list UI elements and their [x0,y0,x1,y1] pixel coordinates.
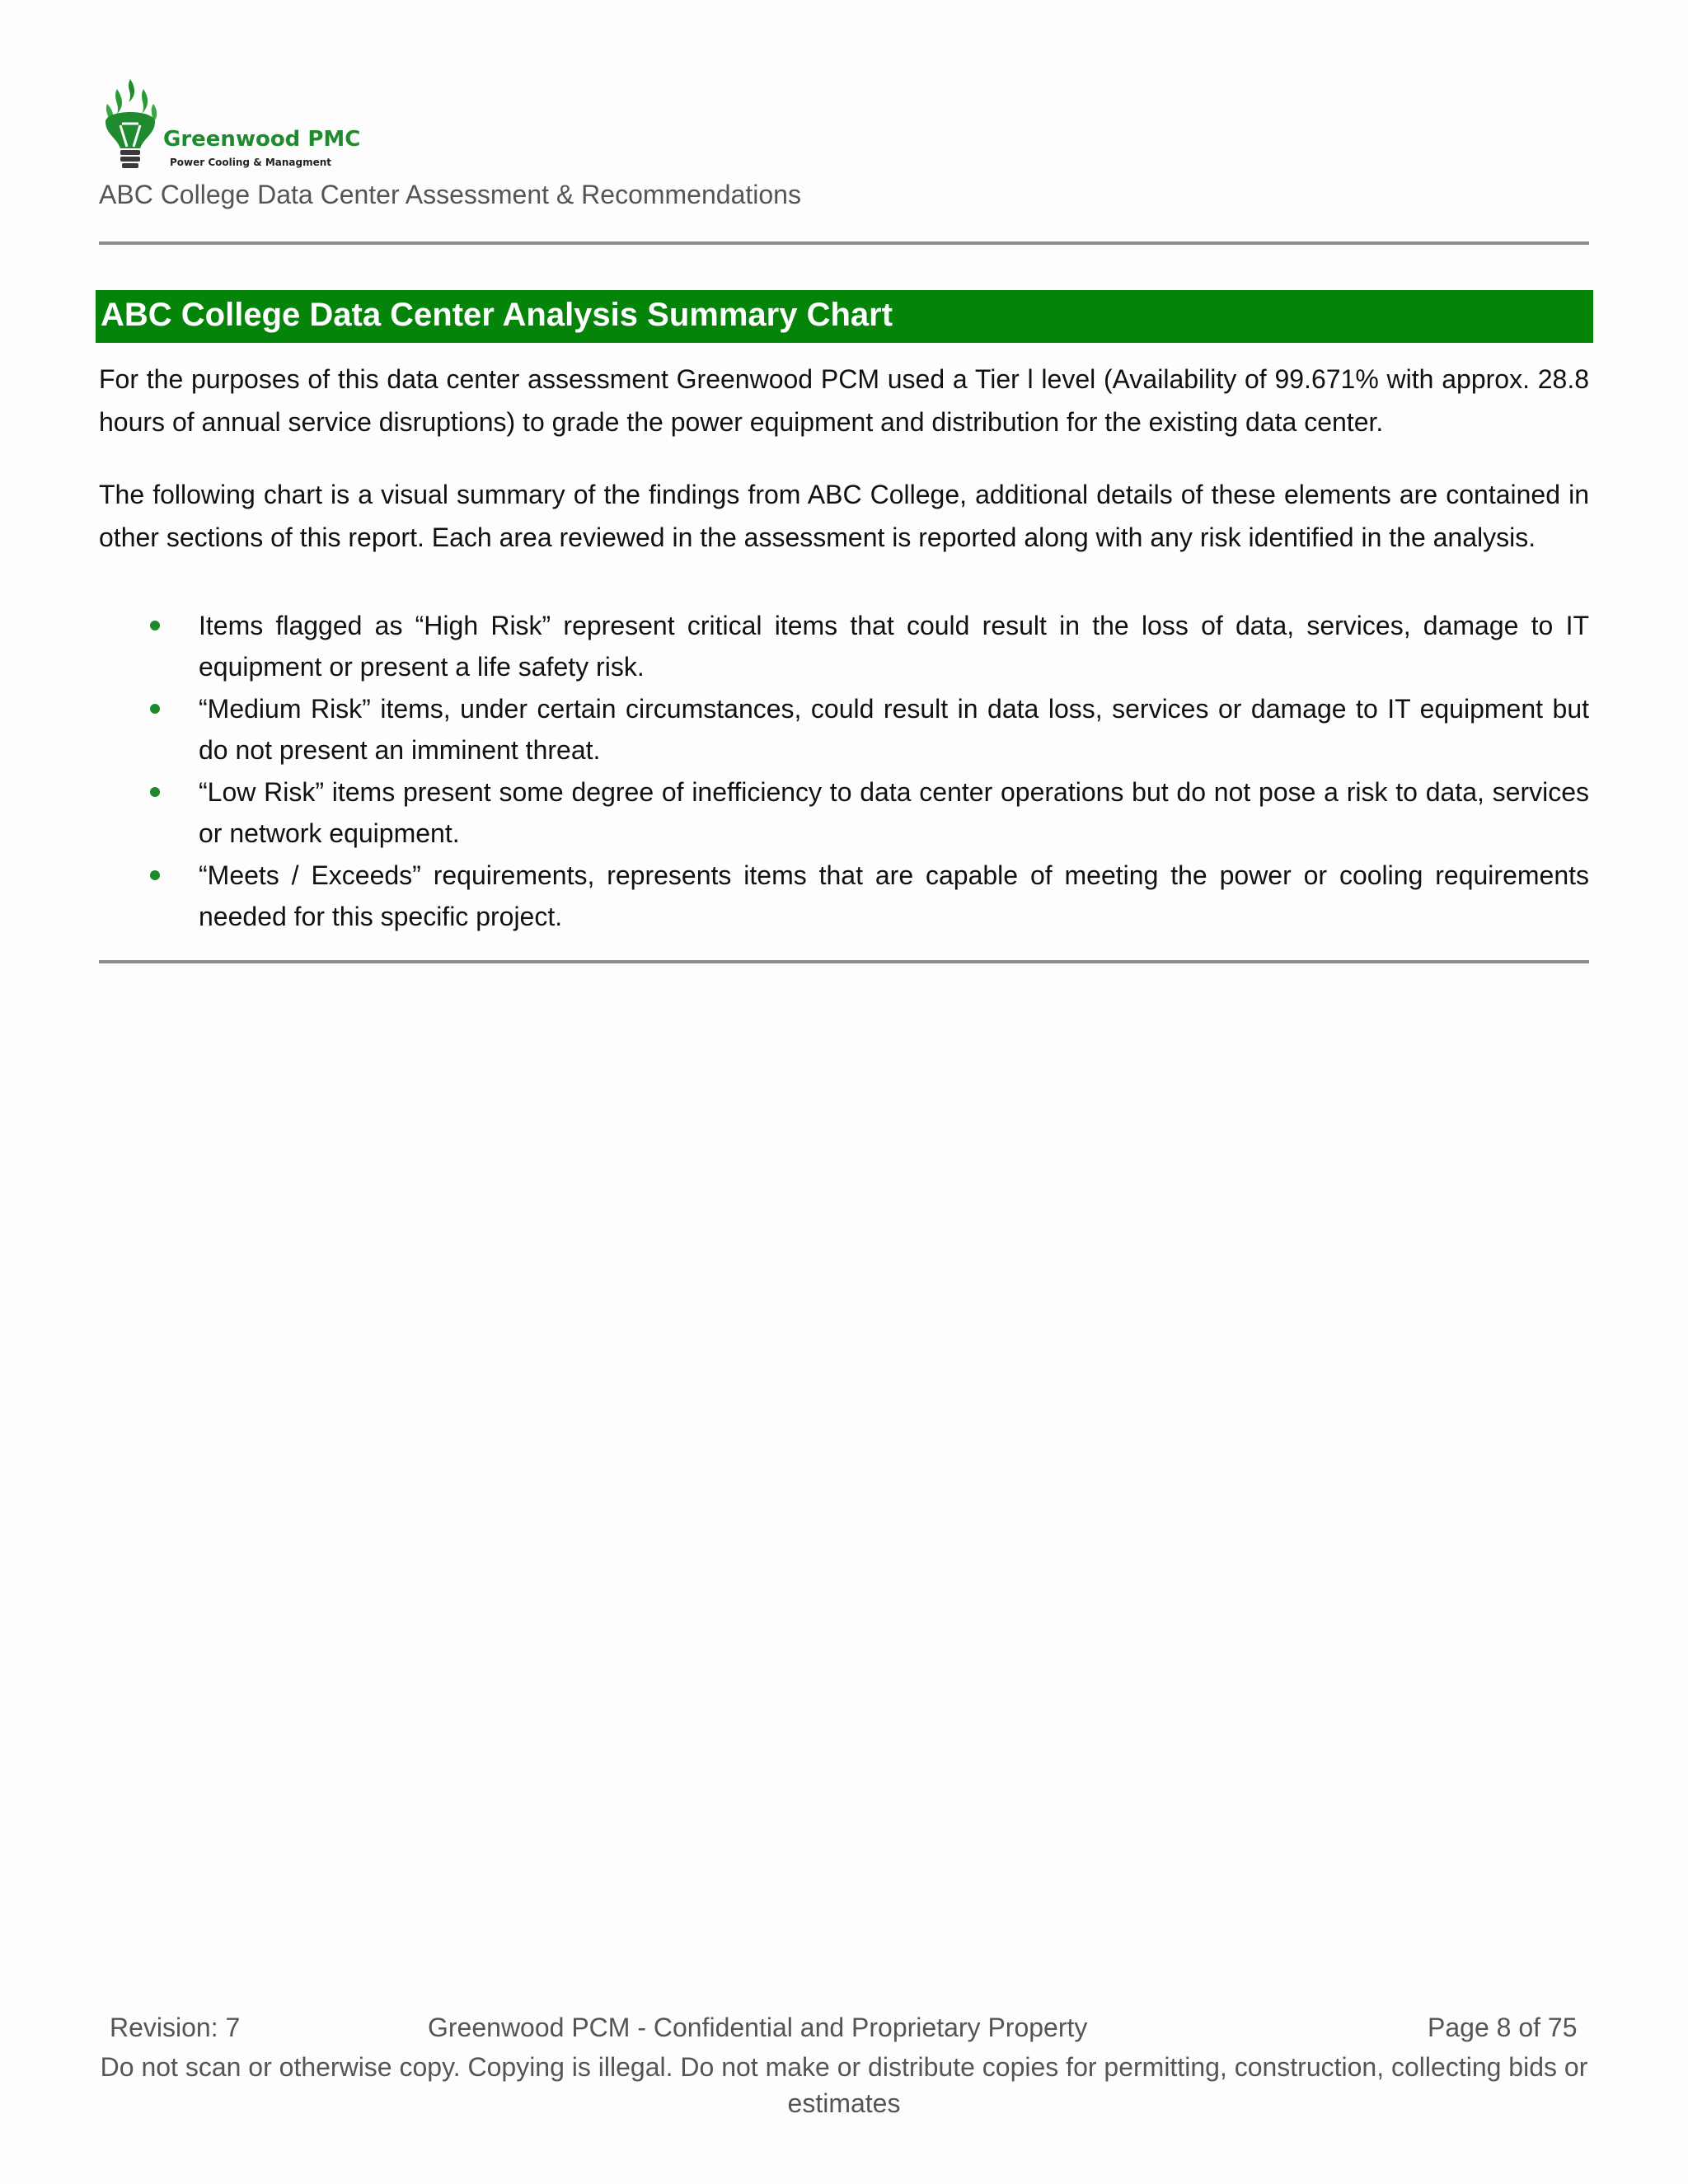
bullet-icon [150,787,160,797]
footer-page-number: Page 8 of 75 [1428,2013,1578,2042]
bullet-icon [150,870,160,880]
bullet-text: “Meets / Exceeds” requirements, represents items that are capable of meeting the power or cooling requirements needed for this specific project. [199,860,1589,931]
logo-company-name: Greenwood PMC [163,127,361,152]
list-item-meets-exceeds [99,855,1589,937]
bullet-text: “Medium Risk” items, under certain circumstances, could result in data loss, services or damage to IT equipment but do not present an imminent threat. [199,694,1589,765]
header-divider [99,241,1589,245]
risk-legend-list [99,605,1589,938]
section-title: ABC College Data Center Analysis Summary Chart [101,297,893,333]
document-subtitle: ABC College Data Center Assessment & Recommendations [99,180,801,209]
footer-copy-warning: Do not scan or otherwise copy. Copying is illegal. Do not make or distribute copies for permitting, construction, collecting bids or estimates [100,2052,1588,2118]
section-divider [99,960,1589,963]
bullet-text: Items flagged as “High Risk” represent critical items that could result in the loss of data, services, damage to IT equipment or present a life safety risk. [199,611,1589,682]
logo-tagline: Power Cooling & Managment [170,157,332,168]
company-logo [97,76,377,176]
lightbulb-flame-icon [97,76,163,176]
section-heading-bar [96,290,1593,343]
bullet-icon [150,704,160,714]
footer-revision: Revision: 7 [110,2013,241,2042]
bullet-text: “Low Risk” items present some degree of inefficiency to data center operations but do not pose a risk to data, services or network equipment. [199,777,1589,848]
bullet-icon [150,621,160,630]
summary-paragraph: The following chart is a visual summary of the findings from ABC College, additional details of these elements are contained in other sections of this report. Each area reviewed in the assessment is reported along with any risk identified in the analysis. [99,480,1589,552]
list-item-high-risk [99,605,1589,687]
intro-paragraph: For the purposes of this data center assessment Greenwood PCM used a Tier l level (Availability of 99.671% with approx. 28.8 hours of annual service disruptions) to grade the power equipment and distribution for the existing data center. [99,364,1589,437]
list-item-medium-risk [99,688,1589,771]
list-item-low-risk [99,771,1589,854]
footer-confidential-notice: Greenwood PCM - Confidential and Proprietary Property [428,2013,1088,2042]
